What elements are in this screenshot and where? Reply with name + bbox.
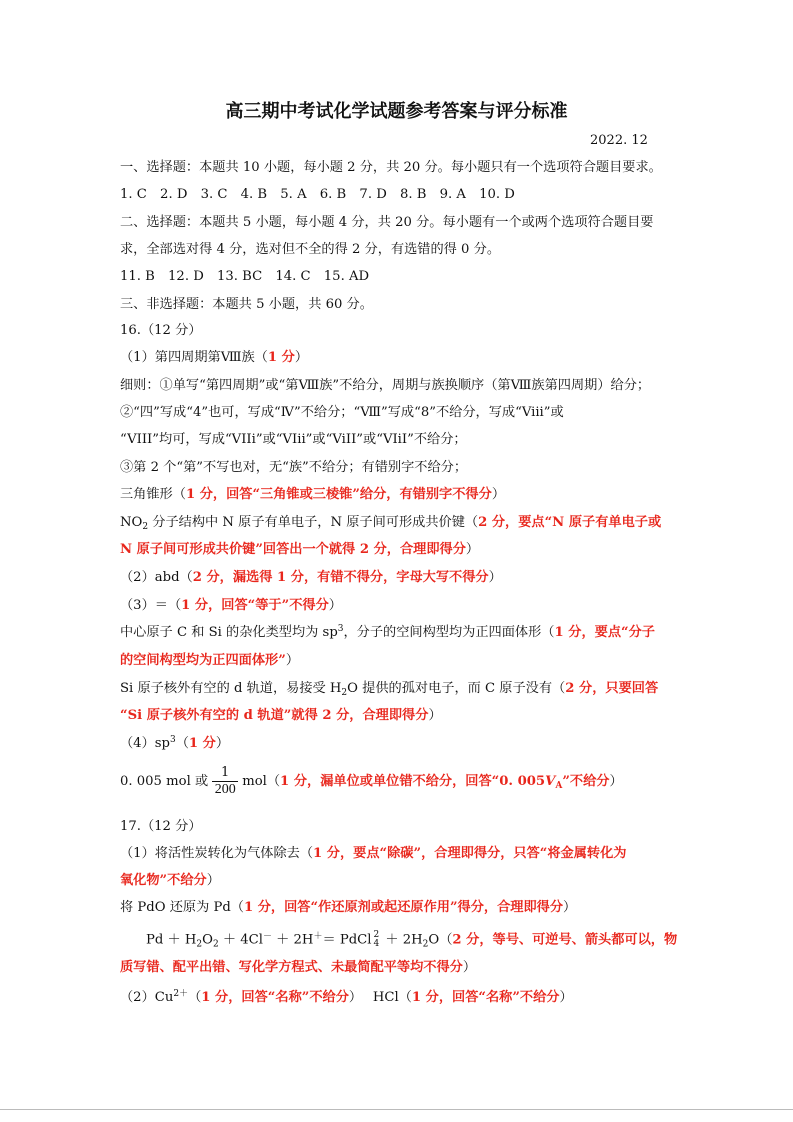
q16-mol-note-v: V [545,774,556,789]
q17-p1-note-2: 氧化物”不给分 [120,873,207,888]
fraction-numerator: 1 [221,765,230,780]
q16-no2-note-1: 2 分，要点“N 原子有单电子或 [478,515,662,530]
q16-mol-note-a: 1 分，漏单位或单位错不给分，回答“0. 005 [280,774,546,789]
q16-no2-formula: NO [120,515,143,530]
section-3-header: 三、非选择题：本题共 5 小题，共 60 分。 [120,297,373,312]
page-bottom-rule [0,1109,793,1110]
q16-p4-text: （4）sp [120,736,170,751]
q16-detail-4: ③第 2 个“第”不写也对，无“族”不给分；有错别字不给分； [120,460,468,475]
q17-pdo-close: ） [563,900,577,915]
eq-stack-top: 2 [373,930,380,940]
eq-part-b: O [202,932,213,948]
q16-no2-line-2 [120,541,479,559]
q16-p3-note: 1 分，回答“等于”不得分 [181,598,329,613]
q16-part4 [120,735,229,753]
section-2-answers: 11. B 12. D 13. BC 14. C 15. AD [120,269,370,284]
eq-sup-1: － [262,931,272,942]
q16-si-text-2: O 提供的孤对电子，而 C 原子没有（ [347,681,566,696]
eq-part-f: ＋ 2H [381,932,423,948]
q16-mol-line [120,764,623,800]
q17-p1-text: （1）将活性炭转化为气体除去（ [120,846,314,861]
eq-part-g: O（ [428,932,453,948]
q16-no2-text: 分子结构中 N 原子有单电子，N 原子间可形成共价键（ [148,515,479,530]
q16-si-sub: 2 [341,688,348,698]
q16-p4-close: ） [215,736,230,751]
q16-p1-text: （1）第四周期第Ⅷ族（ [120,350,268,365]
q16-no2-subscript: 2 [142,522,149,532]
q17-eq-note-1: 2 分，等号、可逆号、箭头都可以，物 [452,932,678,948]
q16-p3-text: （3）＝（ [120,598,182,613]
q17-p1-close: ） [206,873,220,888]
q16-p2-text: （2）abd（ [120,570,193,585]
fraction-denominator: 200 [214,782,236,797]
eq-part-a: Pd ＋ H [146,932,197,948]
q17-pdo-line [120,899,576,917]
q17-p2-note-2: 1 分，回答“名称”不给分 [411,990,560,1005]
eq-part-d: ＋ 2H [271,932,314,948]
q17-p2-close: ） [559,990,573,1005]
q16-mol-note-sub: A [555,781,563,791]
q17-pdo-text: 将 PdO 还原为 Pd（ [120,900,244,915]
q16-si-note-1: 2 分，只要回答 [565,681,659,696]
q16-p3-close: ） [328,598,342,613]
q16-pyramid-close: ） [491,487,505,502]
q16-mol-note [280,774,609,789]
q16-p1-score: 1 分 [267,350,295,365]
q16-hybrid-line-2 [120,652,299,670]
exam-date: 2022. 12 [590,133,648,148]
q16-hybrid-text-2: ，分子的空间构型均为正四面体形（ [343,625,555,640]
q17-heading: 17.（12 分） [120,819,202,834]
q16-p4-open: （ [175,736,189,751]
q17-p2-open: （ [188,990,202,1005]
q16-p4-score: 1 分 [188,736,216,751]
fraction [212,766,238,797]
q17-p2-sup: 2＋ [173,989,189,999]
q16-mol-unit: mol（ [242,774,281,789]
section-1-header: 一、选择题：本题共 10 小题，每小题 2 分，共 20 分。每小题只有一个选项符合题目要求。 [120,160,662,175]
q16-heading: 16.（12 分） [120,323,202,338]
q17-p2-hcl: ） HCl（ [348,990,412,1005]
q16-hybrid-note-2: 的空间构型均为正四面体形” [120,653,286,668]
q16-si-text: Si 原子核外有空的 d 轨道，易接受 H [120,681,342,696]
q16-no2-line-1 [120,514,661,532]
q16-no2-close: ） [465,542,480,557]
q16-p4-sup: 3 [169,735,176,745]
q16-hybrid-note-1: 1 分，要点“分子 [554,625,655,640]
q16-hybrid-text: 中心原子 C 和 Si 的杂化类型均为 sp [120,625,338,640]
q17-part2 [120,989,573,1007]
q17-eq-close: ） [462,960,477,975]
q16-p2-note: 2 分，漏选得 1 分，有错不得分，字母大写不得分 [192,570,489,585]
q16-hybrid-line-1 [120,624,655,642]
q17-part1-line-2 [120,872,220,890]
q17-pdo-note: 1 分，回答“作还原剂或起还原作用”得分，合理即得分 [243,900,564,915]
q17-p2-text: （2）Cu [120,990,174,1005]
q16-part1 [120,349,308,367]
section-2-header-line-2: 求，全部选对得 4 分，选对但不全的得 2 分，有选错的得 0 分。 [120,242,501,257]
q16-detail-1: 细则：①单写“第四周期”或“第Ⅷ族”不给分，周期与族换顺序（第Ⅷ族第四周期）给分； [120,378,651,393]
q17-eq-note-2: 质写错、配平出错、写化学方程式、未最简配平等均不得分 [120,960,463,975]
q17-p2-note-1: 1 分，回答“名称”不给分 [201,990,349,1005]
page-title: 高三期中考试化学试题参考答案与评分标准 [225,101,568,122]
eq-stacked-index [373,931,379,949]
q16-pyramid-text: 三角锥形（ [120,487,186,502]
q16-hybrid-sup: 3 [337,624,344,634]
eq-sup-2: ＋ [313,931,323,942]
eq-sub-1: 2 [196,939,203,950]
q17-equation-line-1 [146,931,677,950]
q16-part3 [120,597,342,615]
q17-p1-note-1: 1 分，要点“除碳”，合理即得分，只答“将金属转化为 [313,846,627,861]
q16-detail-2: ②“四”写成“4”也可，写成“Ⅳ”不给分；“Ⅷ”写成“8”不给分，写成“Viii”或 [120,405,564,420]
eq-stack-bottom: 4 [373,939,380,949]
section-1-answers: 1. C 2. D 3. C 4. B 5. A 6. B 7. D 8. B 9. A 10. D [120,187,515,202]
eq-sub-3: 2 [422,939,429,950]
q16-si-line-1 [120,680,658,698]
q16-mol-close: ） [609,774,623,789]
eq-part-c: ＋ 4Cl [218,932,263,948]
q16-p2-close: ） [488,570,502,585]
q16-part2 [120,569,502,587]
q16-si-line-2 [120,707,442,725]
q17-part1-line-1 [120,845,626,863]
q16-no2-note-2: N 原子间可形成共价键”回答出一个就得 2 分，合理即得分 [120,542,466,557]
q16-si-note-2: “Si 原子核外有空的 d 轨道”就得 2 分，合理即得分 [120,708,429,723]
q16-detail-3: “VIII”均可，写成“VIIi”或“VIii”或“ViII”或“VIiI”不给分； [120,432,467,447]
q17-equation-line-2 [120,959,476,977]
eq-part-e: ＝ PdCl [322,932,372,948]
q16-pyramid-line [120,486,505,504]
eq-sub-2: 2 [212,939,219,950]
q16-pyramid-note: 1 分，回答“三角锥或三棱锥”给分，有错别字不得分 [185,487,492,502]
section-2-header-line-1: 二、选择题：本题共 5 小题，每小题 4 分，共 20 分。每小题有一个或两个选项符合题目要 [120,215,654,230]
q16-hybrid-close: ） [285,653,300,668]
q16-p1-close: ） [294,350,309,365]
q16-mol-note-b: ”不给分 [562,774,610,789]
q16-si-close: ） [428,708,442,723]
q16-mol-text: 0. 005 mol 或 [120,774,209,789]
